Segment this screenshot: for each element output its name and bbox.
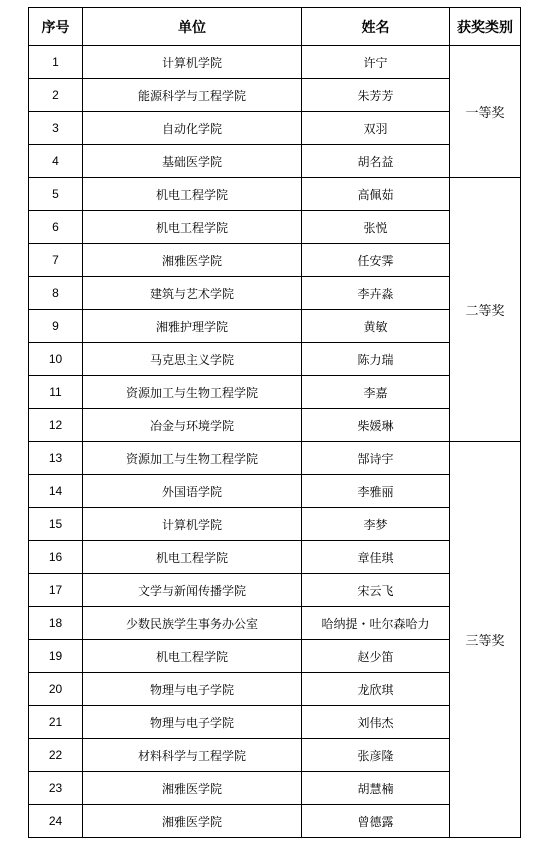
- row-number: 24: [29, 805, 83, 838]
- row-number: 2: [29, 79, 83, 112]
- table-body: [29, 46, 521, 838]
- row-unit: 湘雅护理学院: [83, 310, 302, 343]
- table-row: [29, 145, 521, 178]
- table-row: [29, 607, 521, 640]
- row-name: 双羽: [302, 112, 450, 145]
- row-name: 黄敏: [302, 310, 450, 343]
- row-name: 刘伟杰: [302, 706, 450, 739]
- row-name: 李嘉: [302, 376, 450, 409]
- table-row: [29, 46, 521, 79]
- row-unit: 少数民族学生事务办公室: [83, 607, 302, 640]
- row-name: 郜诗宇: [302, 442, 450, 475]
- row-name: 李梦: [302, 508, 450, 541]
- table-row: [29, 739, 521, 772]
- row-name: 陈力瑞: [302, 343, 450, 376]
- row-name: 赵少笛: [302, 640, 450, 673]
- row-number: 7: [29, 244, 83, 277]
- award-category: 三等奖: [450, 442, 521, 838]
- row-number: 6: [29, 211, 83, 244]
- award-category: 二等奖: [450, 178, 521, 442]
- table-row: [29, 277, 521, 310]
- table-row: [29, 574, 521, 607]
- row-number: 15: [29, 508, 83, 541]
- row-number: 3: [29, 112, 83, 145]
- header-row: [29, 8, 521, 46]
- header-seq: 序号: [29, 8, 83, 46]
- row-number: 22: [29, 739, 83, 772]
- row-number: 19: [29, 640, 83, 673]
- row-number: 18: [29, 607, 83, 640]
- table-row: [29, 79, 521, 112]
- table-row: [29, 409, 521, 442]
- row-unit: 计算机学院: [83, 46, 302, 79]
- table-row: [29, 442, 521, 475]
- row-name: 胡名益: [302, 145, 450, 178]
- row-number: 10: [29, 343, 83, 376]
- row-unit: 材料科学与工程学院: [83, 739, 302, 772]
- award-table: [28, 7, 521, 838]
- row-number: 21: [29, 706, 83, 739]
- row-number: 13: [29, 442, 83, 475]
- row-number: 11: [29, 376, 83, 409]
- row-name: 任安霁: [302, 244, 450, 277]
- row-unit: 基础医学院: [83, 145, 302, 178]
- table-row: [29, 178, 521, 211]
- row-unit: 冶金与环境学院: [83, 409, 302, 442]
- row-number: 1: [29, 46, 83, 79]
- table-row: [29, 343, 521, 376]
- header-award: 获奖类别: [450, 8, 521, 46]
- row-name: 龙欣琪: [302, 673, 450, 706]
- row-unit: 机电工程学院: [83, 211, 302, 244]
- row-unit: 物理与电子学院: [83, 673, 302, 706]
- row-name: 章佳琪: [302, 541, 450, 574]
- row-number: 8: [29, 277, 83, 310]
- row-name: 高佩茹: [302, 178, 450, 211]
- row-number: 20: [29, 673, 83, 706]
- row-name: 胡慧楠: [302, 772, 450, 805]
- table-row: [29, 475, 521, 508]
- row-name: 李卉淼: [302, 277, 450, 310]
- row-number: 16: [29, 541, 83, 574]
- row-unit: 湘雅医学院: [83, 772, 302, 805]
- table-row: [29, 112, 521, 145]
- row-unit: 湘雅医学院: [83, 805, 302, 838]
- table-row: [29, 244, 521, 277]
- row-name: 朱芳芳: [302, 79, 450, 112]
- row-unit: 机电工程学院: [83, 541, 302, 574]
- row-unit: 马克思主义学院: [83, 343, 302, 376]
- row-name: 柴媛琳: [302, 409, 450, 442]
- table-row: [29, 706, 521, 739]
- row-unit: 资源加工与生物工程学院: [83, 376, 302, 409]
- row-number: 23: [29, 772, 83, 805]
- row-name: 张悦: [302, 211, 450, 244]
- table-row: [29, 211, 521, 244]
- table-row: [29, 772, 521, 805]
- row-unit: 外国语学院: [83, 475, 302, 508]
- header-name: 姓名: [302, 8, 450, 46]
- table-row: [29, 376, 521, 409]
- row-number: 12: [29, 409, 83, 442]
- row-unit: 文学与新闻传播学院: [83, 574, 302, 607]
- row-number: 4: [29, 145, 83, 178]
- row-unit: 计算机学院: [83, 508, 302, 541]
- row-number: 9: [29, 310, 83, 343]
- row-name: 曾德露: [302, 805, 450, 838]
- row-number: 14: [29, 475, 83, 508]
- row-unit: 能源科学与工程学院: [83, 79, 302, 112]
- row-unit: 自动化学院: [83, 112, 302, 145]
- row-name: 张彦隆: [302, 739, 450, 772]
- row-unit: 物理与电子学院: [83, 706, 302, 739]
- table-row: [29, 310, 521, 343]
- row-unit: 湘雅医学院: [83, 244, 302, 277]
- table-row: [29, 805, 521, 838]
- row-unit: 机电工程学院: [83, 178, 302, 211]
- row-unit: 机电工程学院: [83, 640, 302, 673]
- table-row: [29, 541, 521, 574]
- row-name: 许宁: [302, 46, 450, 79]
- row-name: 宋云飞: [302, 574, 450, 607]
- award-category: 一等奖: [450, 46, 521, 178]
- row-number: 5: [29, 178, 83, 211]
- row-name: 哈纳提・吐尔森哈力: [302, 607, 450, 640]
- table-row: [29, 673, 521, 706]
- table-row: [29, 640, 521, 673]
- row-unit: 建筑与艺术学院: [83, 277, 302, 310]
- table-row: [29, 508, 521, 541]
- row-name: 李雅丽: [302, 475, 450, 508]
- header-unit: 单位: [83, 8, 302, 46]
- row-number: 17: [29, 574, 83, 607]
- row-unit: 资源加工与生物工程学院: [83, 442, 302, 475]
